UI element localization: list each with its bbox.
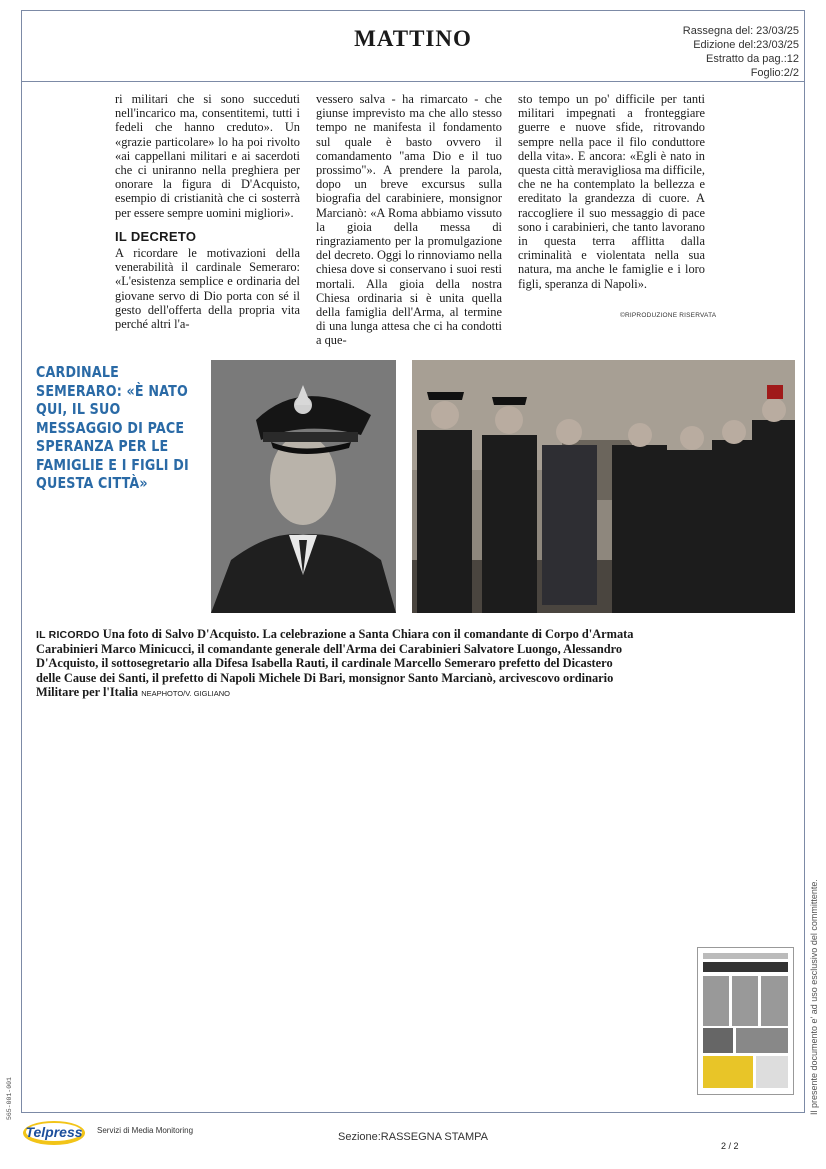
page-number: 2 / 2: [721, 1141, 739, 1151]
article-paragraph: vessero salva - ha rimarcato - che giunse imprevisto ma che allo stesso tempo ne manifesta il fondamento sul quale è basto ovvero il comandamento "ama Dio e il tuo prossimo"». A prendere la parola, dopo un breve excursus sulla biografia del carabiniere, monsignor Marcianò: «A Roma abbiamo vissuto la gioia della messa di ringraziamento per la promulgazione del decreto. Oggi lo rinnoviamo nella chiesa dove si conservano i suoi resti mortali. Alla gioia della nostra Chiesa ordinaria si è unita quella della famiglia dell'Arma, al termine di una lunga attesa che ci ha condotti a que-: [316, 92, 502, 348]
caption-text: Una foto di Salvo D'Acquisto. La celebrazione a Santa Chiara con il comandante di Corpo d'Armata Carabinieri Marco Minicucci, il comandante generale dell'Arma dei Carabinieri Salvatore Luongo, Alessandro D'Acquisto, il sottosegretario alla Difesa Isabella Rauti, il cardinale Marcello Semeraro prefetto del Dicastero delle Cause dei Santi, il prefetto di Napoli Michele Di Bari, monsignor Santo Marcianò, arcivescovo ordinario Militare per l'Italia: [36, 627, 634, 699]
article-column-2: [316, 92, 502, 348]
caption-label: IL RICORDO: [36, 629, 100, 641]
article-column-3: [518, 92, 705, 291]
edition-meta: [683, 24, 799, 80]
article-column-1: [115, 92, 300, 331]
service-label: Servizi di Media Monitoring: [97, 1126, 194, 1135]
portrait-photo: [211, 360, 396, 613]
photo-credit: NEAPHOTO/V. GIGLIANO: [141, 688, 230, 698]
copyright-notice: ©RIPRODUZIONE RISERVATA: [620, 312, 717, 319]
thumbnail-preview: [698, 948, 793, 1094]
photo-caption: [36, 627, 636, 701]
article-paragraph: A ricordare le motivazioni della venerabilità il cardinale Semeraro: «L'esistenza semplice e ordinaria del giovane servo di Dio porta con sé il gesto dell'offerta della propria vita perché altri l'a-: [115, 246, 300, 332]
masthead: MATTINO: [354, 26, 472, 51]
article-paragraph: sto tempo un po' difficile per tanti militari impegnati a fronteggiare guerre e nuove sfide, ritrovando sempre nella pace il filo conduttore della vita». E ancora: «Egli è nato in questa città meravigliosa ma difficile, che ne ha contemplato la bellezza e ereditato la grandezza di cuore. A raccogliere il suo messaggio di pace sono i carabinieri, che tanto lavorano in questa terra afflitta dalla criminalità e violentata nella sua natura, ma anche le famiglie e i loro figli, speranza di Napoli».: [518, 92, 705, 291]
logo-text: Telpress: [25, 1124, 83, 1140]
pull-quote: CARDINALE SEMERARO: «È NATO QUI, IL SUO MESSAGGIO DI PACE SPERANZA PER LE FAMIGLIE E I FIGLI DI QUESTA CITTÀ»: [36, 363, 189, 492]
telpress-logo: [22, 1119, 86, 1146]
article-paragraph: ri militari che si sono succeduti nell'incarico ma, consentitemi, tutti i fedeli che hanno creduto». Un «grazie particolare» lo ha poi rivolto «ai cappellani militari e ai sacerdoti che ci uniranno nella preghiera per onorare la figura di D'Acquisto, esempio di cristianità che ci sosterrà per essere sempre uomini migliori».: [115, 92, 300, 220]
document-code: 565-001-001: [6, 1077, 13, 1120]
header-divider: [21, 81, 805, 82]
estratto-page: Estratto da pag.:12: [706, 53, 799, 65]
section-label: Sezione:RASSEGNA STAMPA: [338, 1131, 488, 1143]
ceremony-photo: [412, 360, 795, 613]
section-subhead: IL DECRETO: [115, 228, 197, 244]
rassegna-date: Rassegna del: 23/03/25: [682, 25, 799, 37]
page-thumbnail[interactable]: [697, 947, 794, 1095]
edizione-date: Edizione del:23/03/25: [693, 39, 799, 51]
usage-disclaimer: Il presente documento e' ad uso esclusivo del committente.: [809, 879, 819, 1115]
ceremony-illustration: [412, 360, 795, 613]
foglio: Foglio:2/2: [750, 67, 799, 79]
portrait-illustration: [211, 360, 396, 613]
